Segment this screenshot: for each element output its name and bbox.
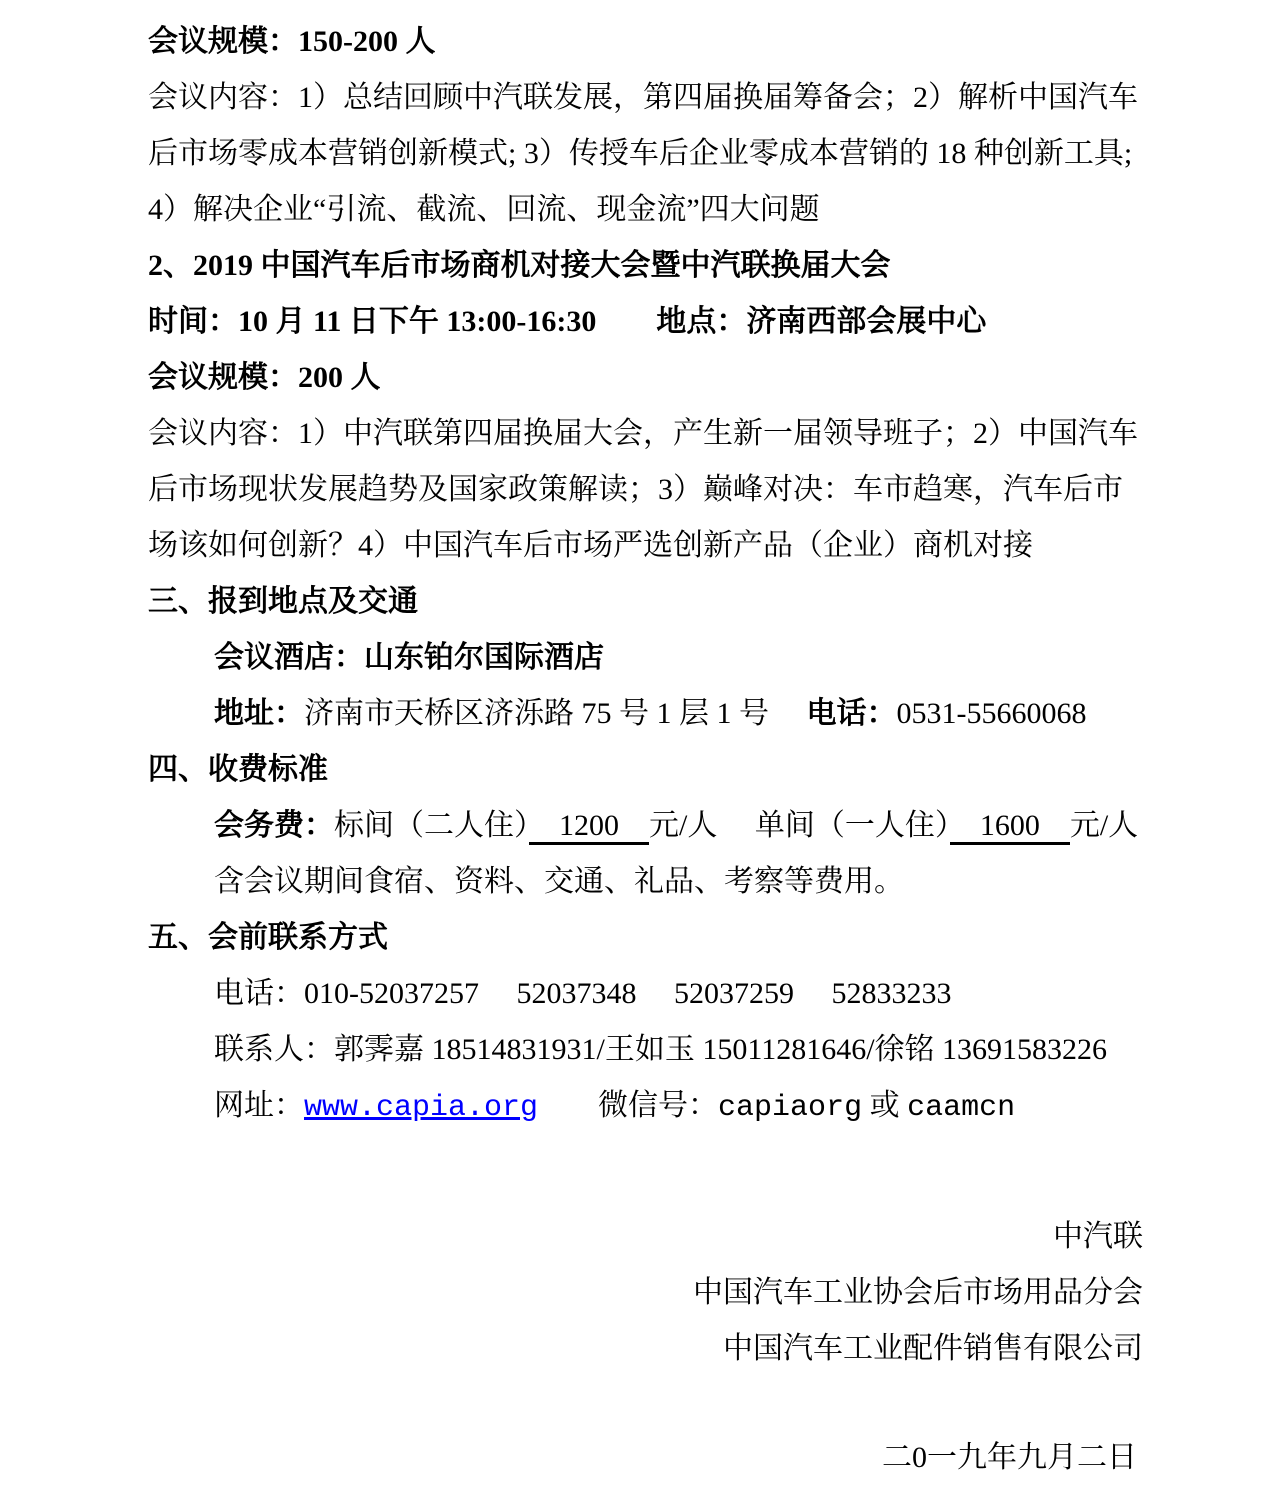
text-segment: capiaorg	[718, 1091, 863, 1125]
text-segment: 电话：	[806, 697, 897, 730]
text-segment: 标间（二人住）	[334, 809, 529, 842]
text-segment: 会务费：	[214, 809, 334, 842]
meeting2-time-location-line	[148, 294, 1140, 350]
text-segment: 后市场零成本营销创新模式; 3）传授车后企业零成本营销的 18 种创新工具;	[148, 137, 1133, 170]
hotel-line	[148, 630, 1140, 686]
text-segment: 1200	[529, 809, 649, 845]
website-line	[148, 1078, 1140, 1134]
text-segment: 地址：	[214, 697, 304, 730]
section3-heading	[148, 574, 1140, 630]
text-segment: 0531-55660068	[896, 697, 1087, 730]
meeting2-heading	[148, 238, 1140, 294]
text-segment: 场该如何创新？4）中国汽车后市场严选创新产品（企业）商机对接	[148, 529, 1033, 562]
text-segment: 联系人：郭霁嘉 18514831931/王如玉 15011281646/徐铭 13691583226	[214, 1033, 1108, 1066]
signature-block	[0, 1209, 1280, 1377]
text-segment: 会议规模：200 人	[148, 361, 381, 394]
text-segment: 四、收费标准	[148, 753, 328, 786]
text-segment: 含会议期间食宿、资料、交通、礼品、考察等费用。	[214, 865, 904, 898]
text-segment: 元/人	[1069, 809, 1139, 842]
website-link[interactable]: www.capia.org	[304, 1091, 539, 1125]
meeting1-content-line-2	[148, 126, 1140, 182]
meeting1-scale-line	[148, 14, 1140, 70]
text-segment: 会议规模：150-200 人	[148, 25, 436, 58]
contacts-line	[148, 1022, 1140, 1078]
text-segment: 五、会前联系方式	[148, 921, 388, 954]
meeting1-content-line-3	[148, 182, 1140, 238]
address-line	[148, 686, 1140, 742]
fee-note-line	[148, 854, 1140, 910]
text-segment: 会议酒店：山东铂尔国际酒店	[214, 641, 604, 674]
text-segment: 时间：10 月 11 日下午 13:00-16:30 地点：济南西部会展中心	[148, 305, 987, 338]
text-segment: 会议内容：1）总结回顾中汽联发展，第四届换届筹备会；2）解析中国汽车	[148, 81, 1138, 114]
text-segment: 2、2019 中国汽车后市场商机对接大会暨中汽联换届大会	[148, 249, 891, 282]
meeting2-content-line-1	[148, 406, 1140, 462]
meeting2-content-line-2	[148, 462, 1140, 518]
text-segment: 1600	[950, 809, 1070, 845]
section4-heading	[148, 742, 1140, 798]
text-segment: caamcn	[907, 1091, 1016, 1125]
text-segment: 三、报到地点及交通	[148, 585, 418, 618]
signature-line: 中国汽车工业配件销售有限公司	[723, 1332, 1143, 1365]
text-segment	[769, 697, 807, 730]
signature-line: 中汽联	[1053, 1220, 1143, 1253]
meeting2-content-line-3	[148, 518, 1140, 574]
text-segment: 会议内容：1）中汽联第四届换届大会，产生新一届领导班子；2）中国汽车	[148, 417, 1138, 450]
text-segment: 4）解决企业“引流、截流、回流、现金流”四大问题	[148, 193, 820, 226]
text-segment: 元/人 单间（一人住）	[649, 809, 950, 842]
signature-line: 中国汽车工业协会后市场用品分会	[693, 1276, 1143, 1309]
text-segment: 或	[862, 1089, 908, 1122]
fee-line	[148, 798, 1140, 854]
section5-heading	[148, 910, 1140, 966]
text-segment: 网址：	[214, 1089, 304, 1122]
meeting2-scale-line	[148, 350, 1140, 406]
date-line: 二0一九年九月二日	[882, 1441, 1137, 1474]
text-segment: 电话：010-52037257 52037348 52037259 52833233	[214, 977, 952, 1010]
meeting1-content-line-1	[148, 70, 1140, 126]
phone-line	[148, 966, 1140, 1022]
text-segment: 微信号：	[538, 1089, 719, 1122]
text-segment: 济南市天桥区济泺路 75 号 1 层 1 号	[304, 697, 769, 730]
text-segment: 后市场现状发展趋势及国家政策解读；3）巅峰对决：车市趋寒，汽车后市	[148, 473, 1123, 506]
